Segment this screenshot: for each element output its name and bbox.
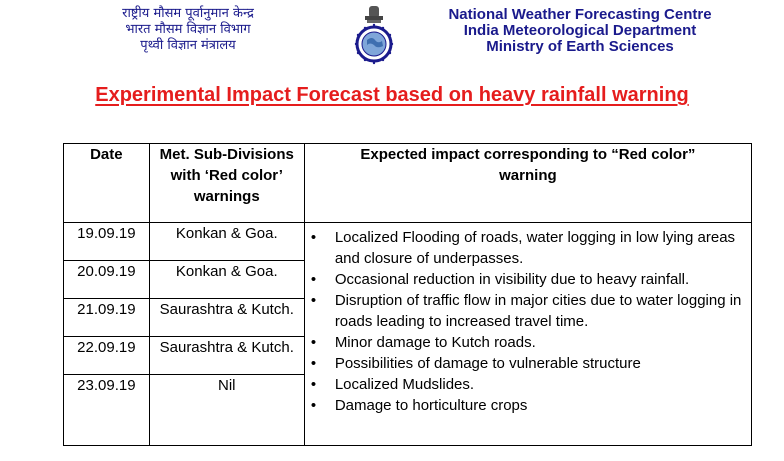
header-subdivisions: Met. Sub-Divisions with ‘Red color’ warnings <box>149 144 304 223</box>
bullet-icon: • <box>310 376 317 393</box>
hindi-line-1: राष्ट्रीय मौसम पूर्वानुमान केन्द्र <box>122 6 254 21</box>
hindi-department-name <box>88 6 288 54</box>
english-department-name <box>420 7 740 55</box>
english-line-3: Ministry of Earth Sciences <box>486 38 674 55</box>
impact-text: Possibilities of damage to vulnerable structure <box>334 355 641 372</box>
impact-item <box>310 290 747 332</box>
bullet-icon: • <box>310 271 317 288</box>
bullet-icon: • <box>310 229 317 246</box>
english-line-2: India Meteorological Department <box>463 22 697 39</box>
row-date: 19.09.19 <box>64 223 150 261</box>
impact-text: Localized Mudslides. <box>334 376 475 393</box>
bullet-icon: • <box>310 397 317 414</box>
impact-list <box>305 223 751 416</box>
row-date: 20.09.19 <box>64 261 150 299</box>
impact-item <box>310 269 747 290</box>
row-date: 22.09.19 <box>64 337 150 375</box>
impact-item <box>310 227 747 269</box>
impact-item <box>310 395 747 416</box>
header-date: Date <box>64 144 150 223</box>
row-date: 23.09.19 <box>64 375 150 446</box>
row-subdivision: Saurashtra & Kutch. <box>149 299 304 337</box>
english-line-1: National Weather Forecasting Centre <box>448 6 712 23</box>
table-row <box>64 223 752 261</box>
impact-text: Minor damage to Kutch roads. <box>334 334 536 351</box>
header-impact-text: Expected impact corresponding to “Red color” warning <box>360 146 696 184</box>
impact-text: Occasional reduction in visibility due to heavy rainfall. <box>334 271 690 288</box>
impact-text: Damage to horticulture crops <box>334 397 528 414</box>
impact-item <box>310 353 747 374</box>
hindi-line-2: भारत मौसम विज्ञान विभाग <box>125 22 251 37</box>
row-subdivision: Konkan & Goa. <box>149 223 304 261</box>
bullet-icon: • <box>310 334 317 351</box>
hindi-line-3: पृथ्वी विज्ञान मंत्रालय <box>140 38 236 53</box>
header-impact <box>304 144 751 223</box>
impact-cell <box>304 223 751 446</box>
impact-item <box>310 374 747 395</box>
impact-item <box>310 332 747 353</box>
row-date: 21.09.19 <box>64 299 150 337</box>
row-subdivision: Saurashtra & Kutch. <box>149 337 304 375</box>
page-title: Experimental Impact Forecast based on heavy rainfall warning <box>95 84 689 106</box>
ashoka-emblem-globe-logo <box>345 4 403 66</box>
impact-text: Disruption of traffic flow in major cities due to water logging in roads leading to increased travel time. <box>334 292 742 330</box>
table-header-row <box>64 144 752 223</box>
row-subdivision: Konkan & Goa. <box>149 261 304 299</box>
bullet-icon: • <box>310 355 317 372</box>
impact-forecast-table <box>63 143 752 446</box>
bullet-icon: • <box>310 292 317 309</box>
impact-text: Localized Flooding of roads, water logging in low lying areas and closure of underpasses. <box>334 229 736 267</box>
row-subdivision: Nil <box>149 375 304 446</box>
